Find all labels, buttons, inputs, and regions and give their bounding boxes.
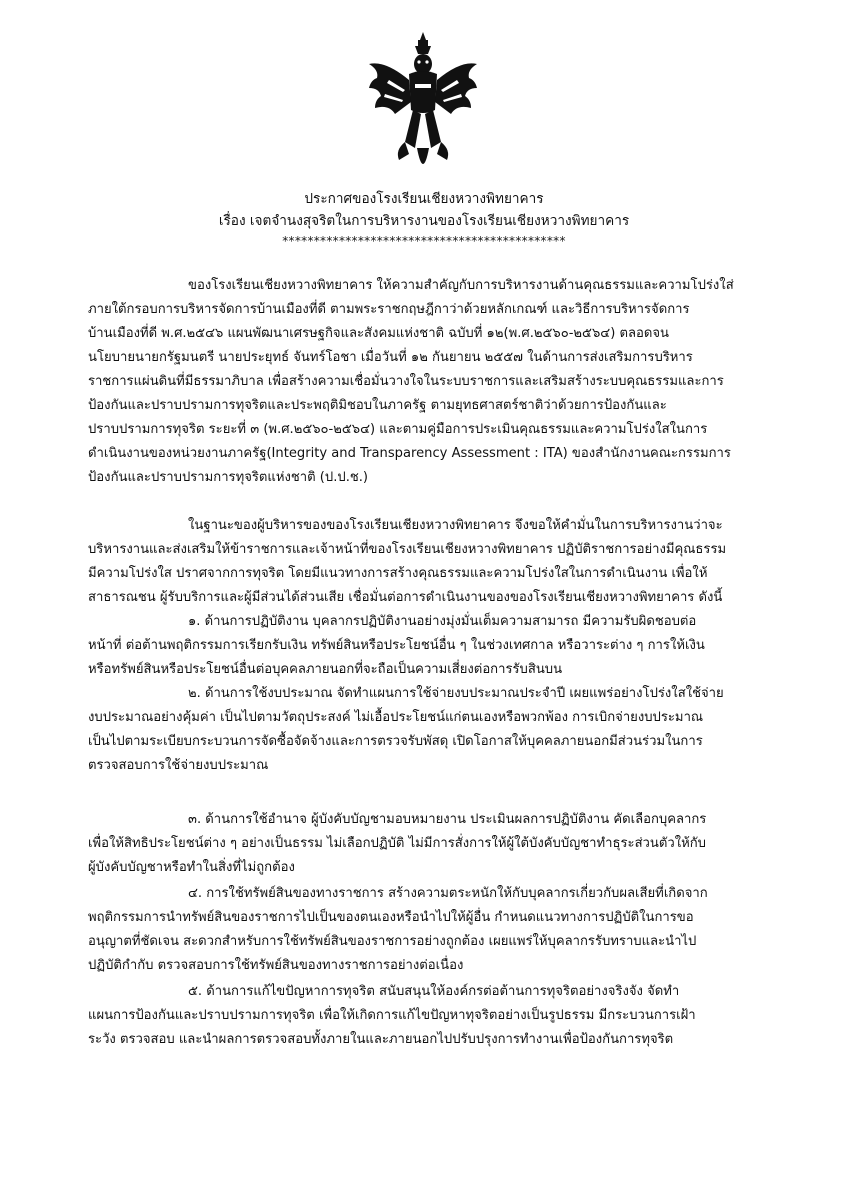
clause-4-line: ๔. การใช้ทรัพย์สินของทางราชการ สร้างความตระหนักให้กับบุคลากรเกี่ยวกับผลเสียที่เกิดจาก — [188, 886, 708, 901]
announcement-title: ประกาศของโรงเรียนเชียงหวางพิทยาคาร — [304, 191, 544, 207]
body-line: เป็นไปตามระเบียบกระบวนการจัดซื้อจัดจ้างและการตรวจรับพัสดุ เปิดโอกาสให้บุคคลภายนอกมีส่วนร่วมในการ — [88, 734, 703, 749]
body-line: สาธารณชน ผู้รับบริการและผู้มีส่วนได้ส่วนเสีย เชื่อมั่นต่อการดำเนินงานของของโรงเรียนเชียงหวางพิทยาคาร ดังนี้ — [88, 590, 723, 605]
body-line: พฤติกรรมการนำทรัพย์สินของราชการไปเป็นของตนเองหรือนำไปให้ผู้อื่น กำหนดแนวทางการปฏิบัติในการขอ — [88, 910, 694, 925]
body-line: ระวัง ตรวจสอบ และนำผลการตรวจสอบทั้งภายในและภายนอกไปปรับปรุงการทำงานเพื่อป้องกันการทุจริต — [88, 1032, 674, 1047]
clause-1-line: ๑. ด้านการปฏิบัติงาน บุคลากรปฏิบัติงานอย่างมุ่งมั่นเต็มความสามารถ มีความรับผิดชอบต่อ — [188, 614, 697, 629]
body-line: ปราบปรามการทุจริต ระยะที่ ๓ (พ.ศ.๒๕๖๐-๒๕๖๔) และตามคู่มือการประเมินคุณธรรมและความโปร่งใสในการ — [88, 422, 708, 437]
body-line: ตรวจสอบการใช้จ่ายงบประมาณ — [88, 758, 269, 773]
body-line: หรือทรัพย์สินหรือประโยชน์อื่นต่อบุคคลภายนอกที่จะถือเป็นความเสี่ยงต่อการรับสินบน — [88, 662, 563, 677]
body-line: แผนการป้องกันและปราบปรามการทุจริต เพื่อให้เกิดการแก้ไขปัญหาทุจริตอย่างเป็นรูปธรรม มีกระบวนการเฝ้า — [88, 1008, 696, 1023]
body-line: บ้านเมืองที่ดี พ.ศ.๒๕๔๖ แผนพัฒนาเศรษฐกิจและสังคมแห่งชาติ ฉบับที่ ๑๒(พ.ศ.๒๕๖๐-๒๕๖๔) ตลอดจน — [88, 326, 669, 341]
header-separator: ********************************************* — [282, 234, 566, 248]
body-line: อนุญาตที่ชัดเจน สะดวกสำหรับการใช้ทรัพย์สินของราชการอย่างถูกต้อง เผยแพร่ให้บุคลากรรับทราบและนำไป — [88, 934, 697, 949]
body-line: ปฏิบัติกำกับ ตรวจสอบการใช้ทรัพย์สินของทางราชการอย่างต่อเนื่อง — [88, 958, 464, 973]
announcement-subject: เรื่อง เจตจำนงสุจริตในการบริหารงานของโรงเรียนเชียงหวางพิทยาคาร — [218, 213, 630, 229]
body-line: ป้องกันและปราบปรามการทุจริตแห่งชาติ (ป.ป.ช.) — [88, 470, 369, 485]
body-line: ผู้บังคับบัญชาหรือทำในสิ่งที่ไม่ถูกต้อง — [88, 860, 295, 875]
clause-5-line: ๕. ด้านการแก้ไขปัญหาการทุจริต สนับสนุนให้องค์กรต่อต้านการทุจริตอย่างจริงจัง จัดทำ — [188, 984, 680, 999]
body-line: บริหารงานและส่งเสริมให้ข้าราชการและเจ้าหน้าที่ของโรงเรียนเชียงหวางพิทยาคาร ปฏิบัติราชการอย่างมีคุณธรรม — [88, 542, 727, 557]
body-line: มีความโปร่งใส ปราศจากการทุจริต โดยมีแนวทางการสร้างคุณธรรมและความโปร่งใสในการดำเนินงาน เพื่อให้ — [88, 566, 708, 581]
body-line: นโยบายนายกรัฐมนตรี นายประยุทธ์ จันทร์โอชา เมื่อวันที่ ๑๒ กันยายน ๒๕๕๗ ในด้านการส่งเสริมการบริหาร — [88, 350, 693, 365]
body-line: ป้องกันและปราบปรามการทุจริตและประพฤติมิชอบในภาครัฐ ตามยุทธศาสตร์ชาติว่าด้วยการป้องกันและ — [88, 398, 667, 413]
body-line: ราชการแผ่นดินที่มีธรรมาภิบาล เพื่อสร้างความเชื่อมั่นวางใจในระบบราชการและเสริมสร้างระบบคุณธรรมและการ — [88, 374, 724, 389]
clause-2-line: ๒. ด้านการใช้งบประมาณ จัดทำแผนการใช้จ่ายงบประมาณประจำปี เผยแพร่อย่างโปร่งใสใช้จ่าย — [188, 686, 724, 701]
body-line: ของโรงเรียนเชียงหวางพิทยาคาร ให้ความสำคัญกับการบริหารงานด้านคุณธรรมและความโปร่งใส่ — [188, 278, 734, 293]
body-line: ในฐานะของผู้บริหารของของโรงเรียนเชียงหวางพิทยาคาร จึงขอให้คำมั่นในการบริหารงานว่าจะ — [188, 518, 723, 533]
body-line: งบประมาณอย่างคุ้มค่า เป็นไปตามวัตถุประสงค์ ไม่เอื้อประโยชน์แก่ตนเองหรือพวกพ้อง การเบิกจ่ายงบประมาณ — [88, 710, 704, 725]
body-line: เพื่อให้สิทธิประโยชน์ต่าง ๆ อย่างเป็นธรรม ไม่เลือกปฏิบัติ ไม่มีการสั่งการให้ผู้ใต้บังคับบัญชาทำธุระส่วนตัวให้กับ — [88, 836, 706, 851]
garuda-emblem-icon — [365, 30, 481, 180]
body-line: ภายใต้กรอบการบริหารจัดการบ้านเมืองที่ดี ตามพระราชกฤษฎีกาว่าด้วยหลักเกณฑ์ และวิธีการบริหารจัดการ — [88, 302, 690, 317]
clause-3-line: ๓. ด้านการใช้อำนาจ ผู้บังคับบัญชามอบหมายงาน ประเมินผลการปฏิบัติงาน คัดเลือกบุคลากร — [188, 812, 707, 827]
body-line: หน้าที่ ต่อต้านพฤติกรรมการเรียกรับเงิน ทรัพย์สินหรือประโยชน์อื่น ๆ ในช่วงเทศกาล หรือวาระต่าง ๆ การให้เงิน — [88, 638, 705, 653]
body-line: ดำเนินงานของหน่วยงานภาครัฐ(Integrity and Transparency Assessment : ITA) ของสำนักงานคณะกรรมการ — [88, 446, 731, 461]
